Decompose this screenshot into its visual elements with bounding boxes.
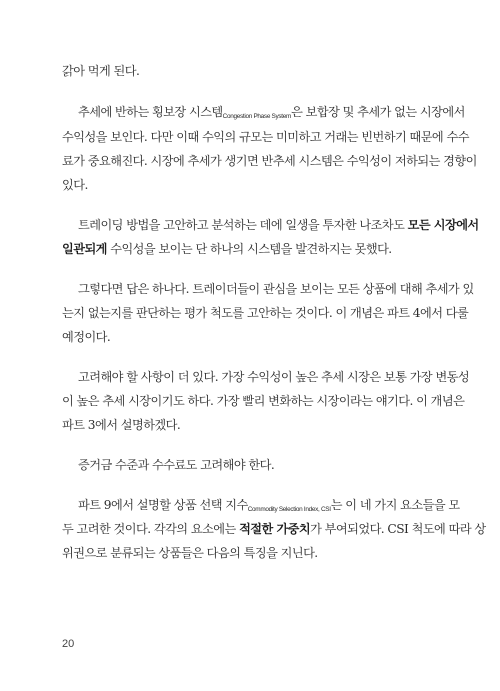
text-run: 트레이딩 방법을 고안하고 분석하는 데에 일생을 투자한 나조차도: [78, 218, 408, 232]
paragraph-line: 예정이다.: [62, 330, 111, 344]
paragraph-line: 파트 3에서 설명하겠다.: [62, 418, 181, 432]
paragraph-line: 있다.: [62, 178, 88, 192]
paragraph-line: [78, 104, 465, 123]
text-run: 추세에 반하는 횡보장 시스템: [78, 105, 223, 119]
paragraph-line: 증거금 수준과 수수료도 고려해야 한다.: [78, 458, 275, 472]
text-run: 은 보합장 및 추세가 없는 시장에서: [291, 105, 465, 119]
paragraph-line: [62, 241, 392, 257]
text-run: 수익성을 보이는 단 하나의 시스템을 발견하지는 못했다.: [106, 242, 392, 256]
paragraph-line: 이 높은 추세 시장이기도 하다. 가장 빨리 변화하는 시장이라는 얘기다. 이 개념은: [62, 394, 465, 408]
text-run: 파트 9에서 설명할 상품 선택 지수: [78, 498, 248, 512]
paragraph-line: 고려해야 할 사항이 더 있다. 가장 수익성이 높은 추세 시장은 보통 가장 변동성: [78, 370, 470, 384]
bold-text: 적절한 가중치: [239, 522, 311, 536]
bold-text: 모든 시장에서: [407, 218, 479, 232]
text-run: 는 이 네 가지 요소들을 모: [330, 498, 460, 512]
english-term: Commodity Selection Index, CSI: [247, 506, 331, 513]
paragraph-line: 갉아 먹게 된다.: [62, 64, 140, 78]
paragraph-line: 료가 중요해진다. 시장에 추세가 생기면 반추세 시스템은 수익성이 저하되는 경향이: [62, 154, 477, 168]
paragraph-line: [62, 521, 486, 537]
paragraph-line: 위권으로 분류되는 상품들은 다음의 특징을 지닌다.: [62, 546, 318, 560]
english-term: Congestion Phase System: [222, 113, 292, 120]
paragraph-line: [78, 217, 479, 233]
paragraph-line: 수익성을 보인다. 다만 이때 수익의 규모는 미미하고 거래는 빈번하기 때문에 수수: [62, 130, 469, 144]
bold-text: 일관되게: [62, 242, 107, 256]
paragraph-line: [78, 497, 460, 516]
text-run: 두 고려한 것이다. 각각의 요소에는: [62, 522, 240, 536]
paragraph-line: 그렇다면 답은 하나다. 트레이더들이 관심을 보이는 모든 상품에 대해 추세가 있: [78, 282, 474, 296]
page-number: 20: [62, 638, 75, 650]
paragraph-line: 는지 없는지를 판단하는 평가 척도를 고안하는 것이다. 이 개념은 파트 4에서 다룰: [62, 306, 469, 320]
text-run: 가 부여되었다. CSI 척도에 따라 상: [310, 522, 486, 536]
